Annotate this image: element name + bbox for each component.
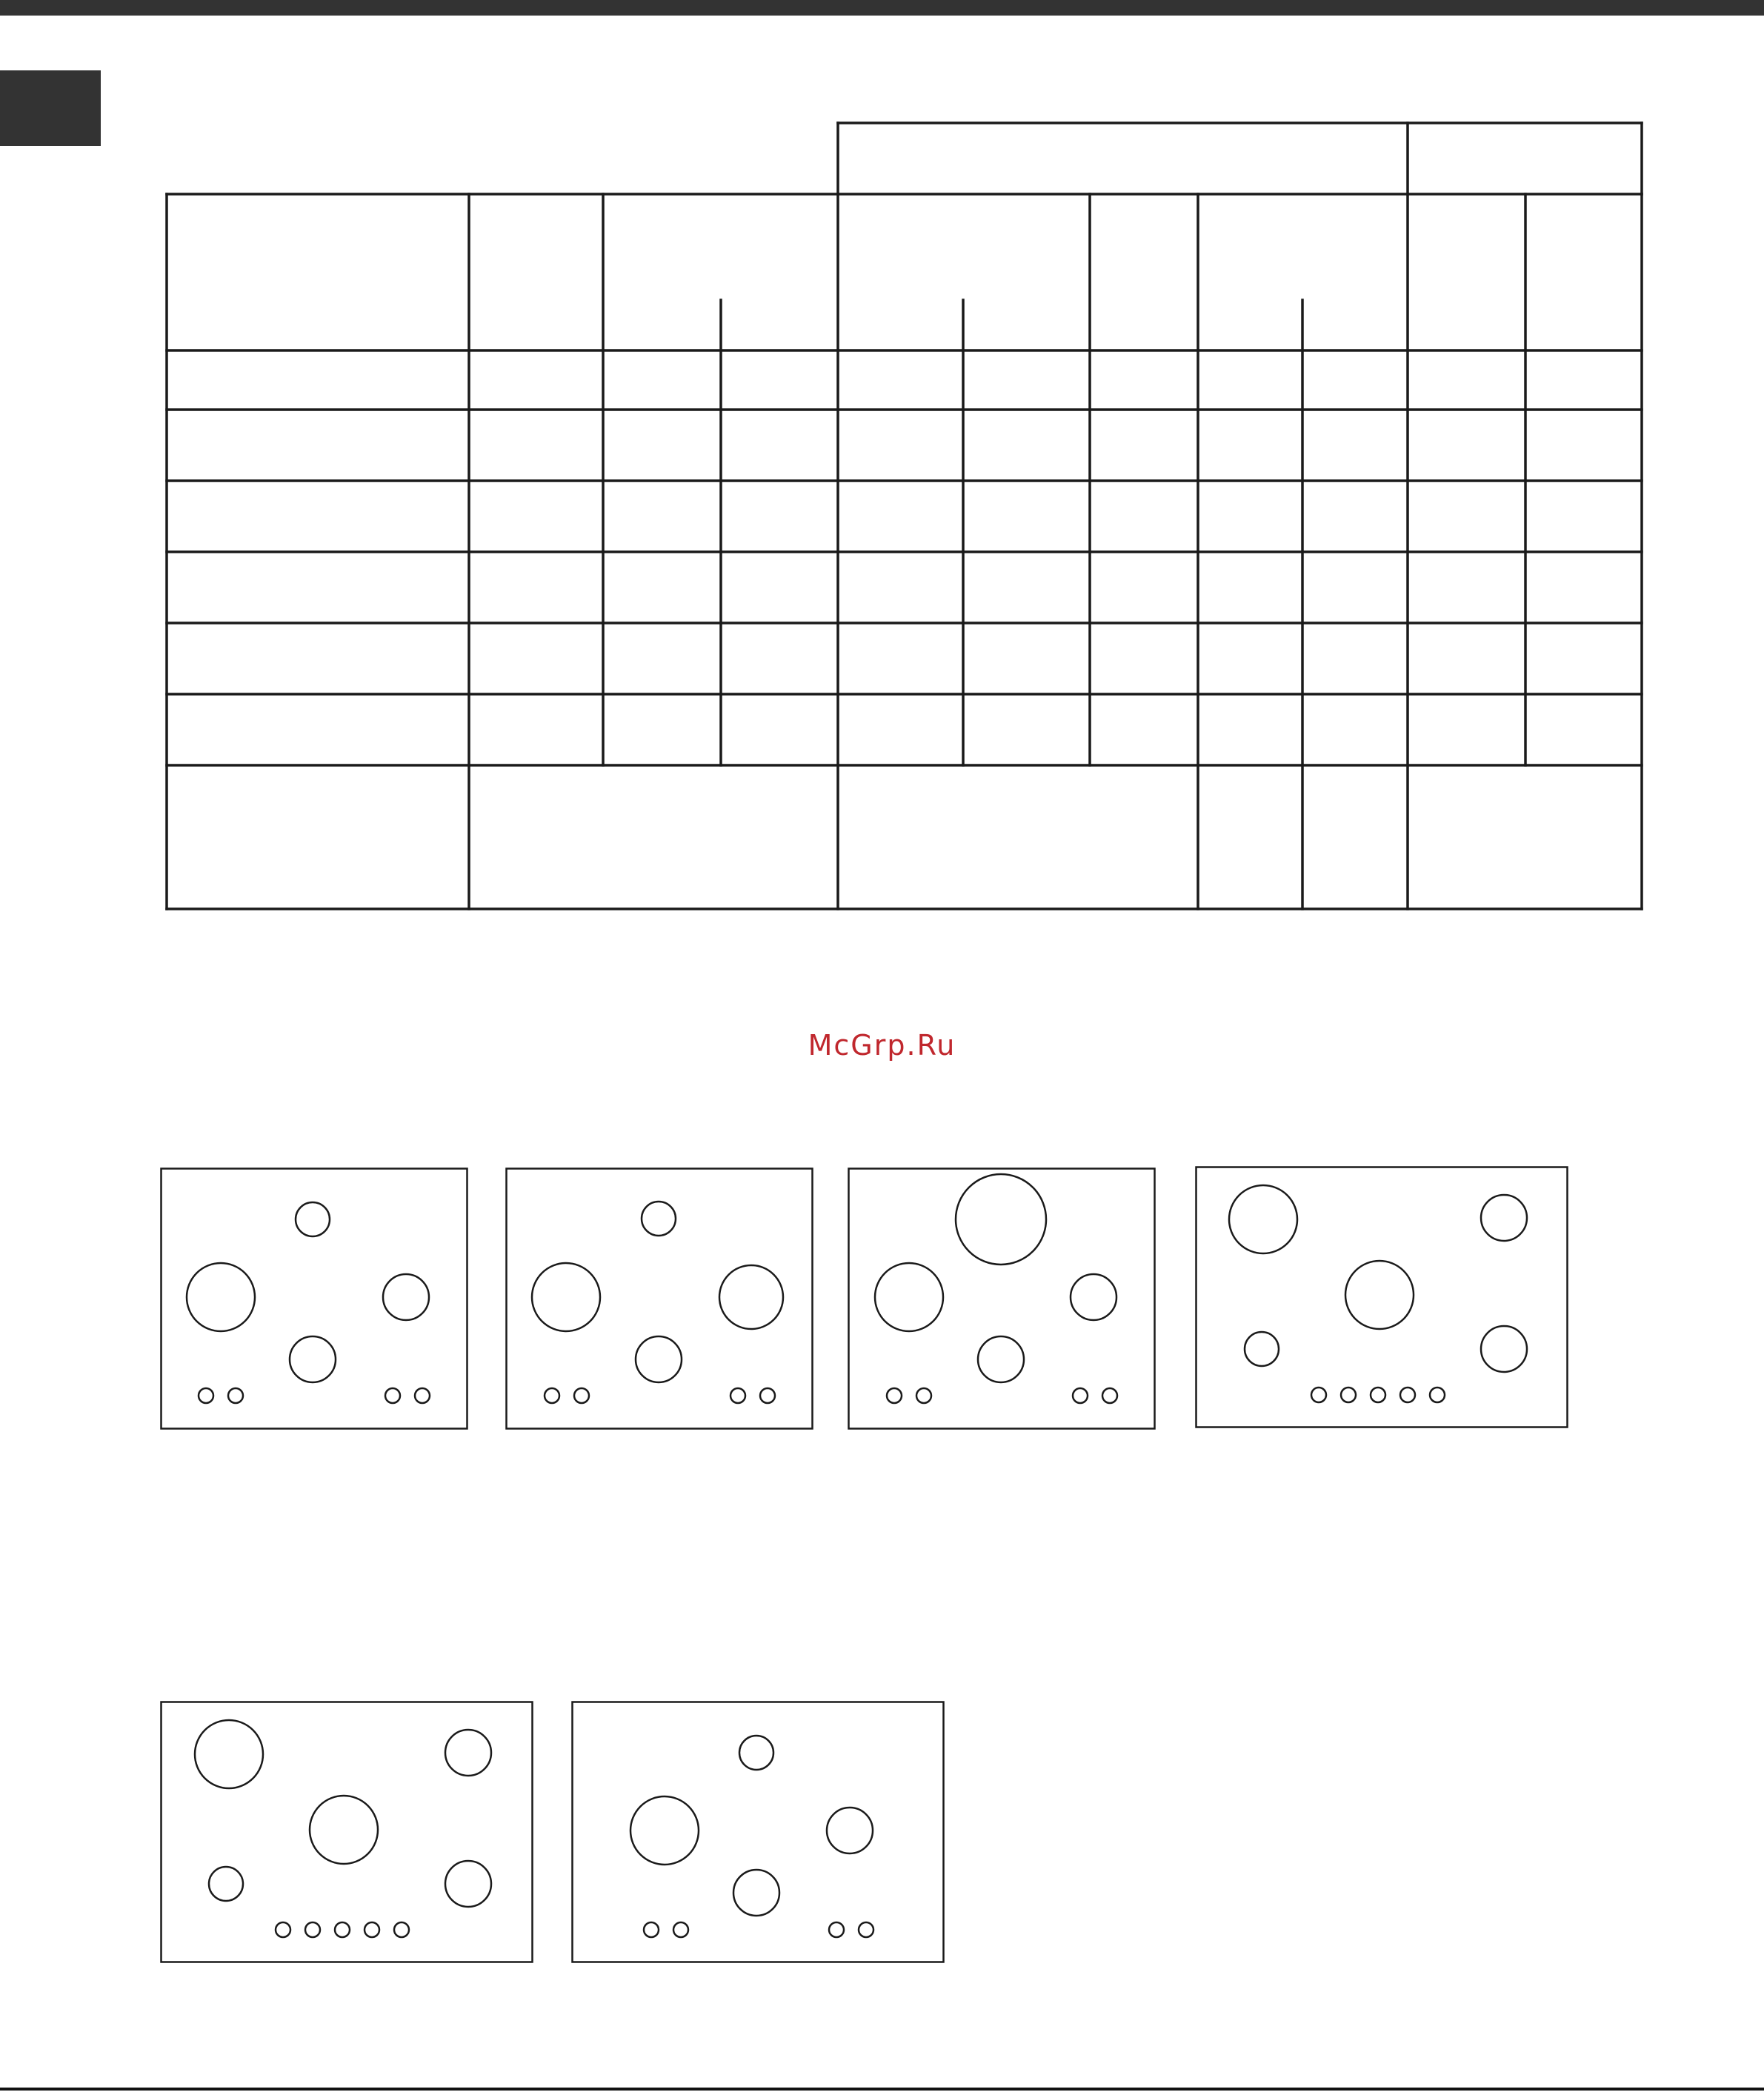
burner-medium-bottom-right [1481, 1326, 1527, 1372]
burner-medium-bottom [290, 1336, 336, 1382]
knob [1400, 1388, 1415, 1402]
burner-large-left [532, 1263, 600, 1331]
bottom-rule [0, 2088, 1764, 2091]
burner-large-right [719, 1265, 783, 1329]
burner-large-top-left [195, 1720, 263, 1788]
knob [276, 1922, 290, 1937]
knob [365, 1922, 379, 1937]
hob-layout-6 [571, 1701, 945, 1965]
knob [1311, 1388, 1326, 1402]
knob [1073, 1388, 1088, 1403]
burner-large-center [310, 1796, 378, 1864]
knob [730, 1388, 745, 1403]
knob [887, 1388, 902, 1403]
burner-large-left [875, 1263, 943, 1331]
burner-medium-bottom-right [445, 1861, 491, 1907]
hob-outline [162, 1169, 467, 1429]
knob [545, 1388, 559, 1403]
knob [305, 1922, 320, 1937]
burner-small-top [642, 1202, 676, 1236]
burner-large-center [1345, 1261, 1414, 1329]
burner-wok-top [956, 1174, 1046, 1265]
burner-large-left [630, 1796, 699, 1865]
knob [859, 1922, 873, 1937]
hob-outline [849, 1169, 1155, 1429]
hob-layout-5 [160, 1701, 533, 1965]
burner-medium-top-right [1481, 1195, 1527, 1241]
burner-large-left [187, 1263, 255, 1331]
knob [574, 1388, 589, 1403]
knob [644, 1922, 659, 1937]
burner-medium-bottom [636, 1336, 682, 1382]
watermark-text: McGrp.Ru [808, 1029, 956, 1062]
burner-medium-right [827, 1808, 873, 1853]
knob [199, 1388, 213, 1403]
burner-medium-right [1071, 1274, 1116, 1320]
hob-layout-4 [1195, 1166, 1568, 1430]
knob [1341, 1388, 1356, 1402]
knob [394, 1922, 409, 1937]
burner-medium-bottom [733, 1870, 779, 1916]
hob-layout-3 [848, 1167, 1156, 1431]
burner-small-top [739, 1736, 773, 1770]
knob [673, 1922, 688, 1937]
knob [385, 1388, 400, 1403]
knob [829, 1922, 844, 1937]
knob [1430, 1388, 1445, 1402]
table-lines [167, 123, 1642, 909]
knob [335, 1922, 350, 1937]
burner-medium-top-right [445, 1730, 491, 1776]
burner-medium-right [383, 1274, 429, 1320]
burner-small-top [296, 1202, 330, 1236]
hob-outline [573, 1702, 944, 1962]
burner-medium-bottom [978, 1336, 1024, 1382]
burner-small-bottom-left [209, 1867, 243, 1901]
knob [415, 1388, 430, 1403]
knob [760, 1388, 775, 1403]
hob-layout-1 [160, 1167, 468, 1431]
burner-large-top-left [1229, 1185, 1297, 1253]
knob [916, 1388, 931, 1403]
burner-small-bottom-left [1245, 1332, 1279, 1366]
knob [1102, 1388, 1117, 1403]
knob [1371, 1388, 1385, 1402]
hob-outline [507, 1169, 813, 1429]
spec-table [0, 0, 1764, 919]
hob-layout-2 [505, 1167, 813, 1431]
knob [228, 1388, 243, 1403]
